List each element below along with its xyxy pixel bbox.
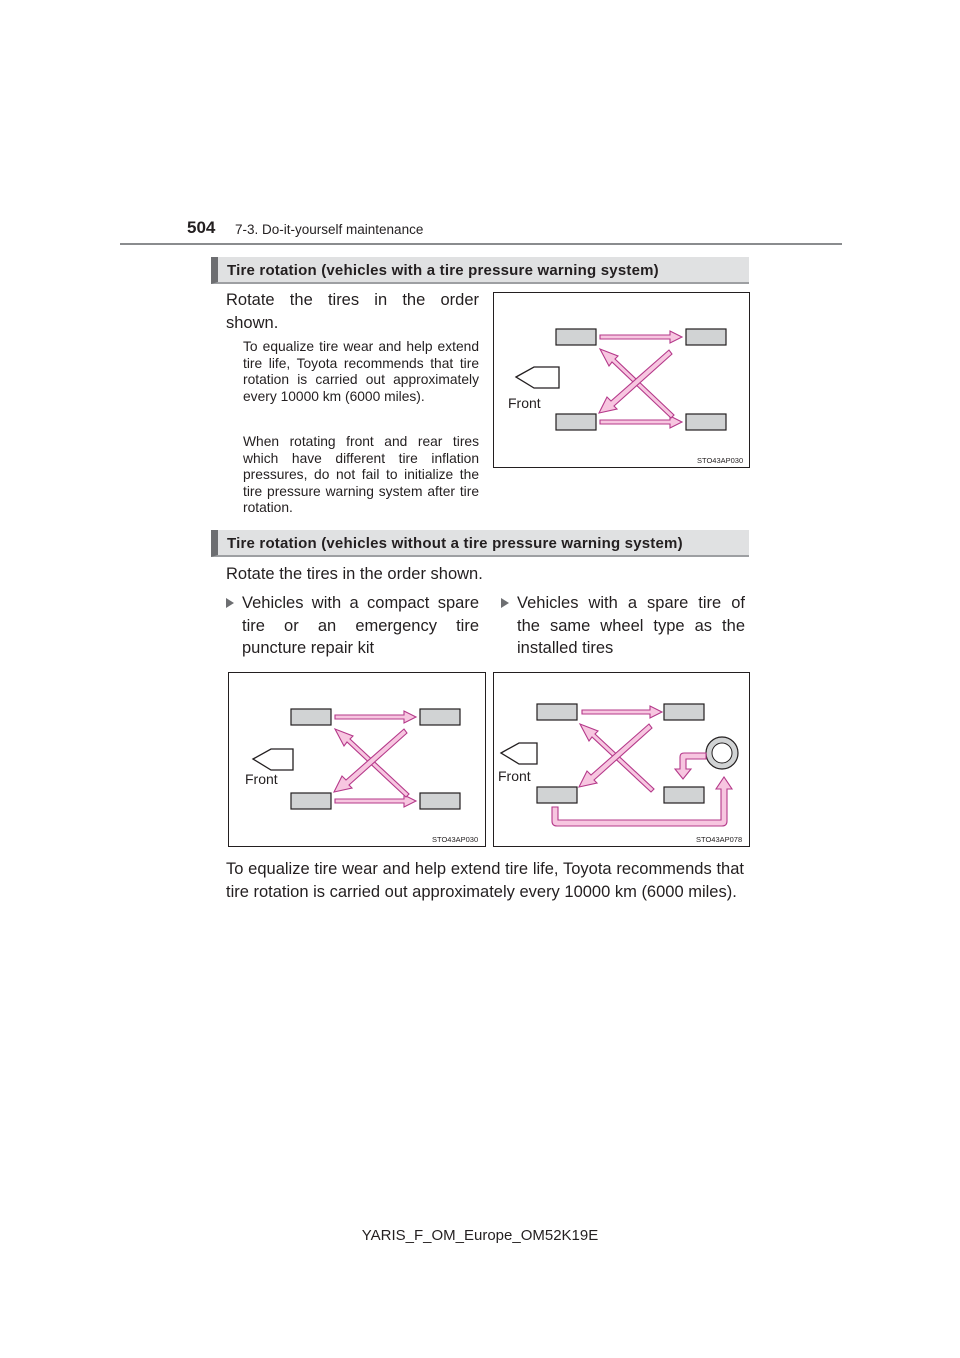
rotation-diagram-tpws-svg xyxy=(494,293,751,469)
arrow-bottom-straight xyxy=(600,416,682,428)
section-heading-without-tpws-text: Tire rotation (vehicles without a tire pressure warning system) xyxy=(227,535,683,552)
tire-front-left xyxy=(291,709,331,725)
document-footer: YARIS_F_OM_Europe_OM52K19E xyxy=(361,1227,599,1244)
spare-tire-hub xyxy=(712,743,732,763)
section1-note-initialize: When rotating front and rear tires which have different tire inflation pressures, do not fail to initialize the tire pressure warning system after tire rotation. xyxy=(243,434,479,516)
section1-lead: Rotate the tires in the order shown. xyxy=(226,291,479,332)
front-direction-arrow xyxy=(516,367,559,388)
rotation-diagram-full-spare-svg xyxy=(494,673,751,848)
page-number: 504 xyxy=(187,218,216,237)
front-direction-arrow xyxy=(253,749,293,770)
bullet-marker-icon xyxy=(501,598,509,608)
bullet-compact-spare xyxy=(226,592,479,660)
arrow-top-straight xyxy=(582,706,662,718)
rotation-diagram-compact-spare xyxy=(228,672,486,847)
arrow-to-spare xyxy=(675,753,706,779)
rotation-diagram-full-spare xyxy=(493,672,750,847)
section1-note-interval: To equalize tire wear and help extend tire life, Toyota recommends that tire rotation is carried out approximately every 10000 km (6000 miles). xyxy=(243,339,479,404)
tire-front-left xyxy=(537,704,577,720)
front-direction-arrow xyxy=(501,743,537,764)
arrow-top-straight xyxy=(600,331,682,343)
bullet-same-wheel-spare-text: Vehicles with a spare tire of the same wheel type as the installed tires xyxy=(517,594,745,657)
tire-front-right xyxy=(556,414,596,430)
tire-rear-right xyxy=(664,787,704,803)
arrow-bottom-straight xyxy=(335,795,416,807)
figure-code: STO43AP030 xyxy=(697,456,744,465)
section2-lead: Rotate the tires in the order shown. xyxy=(226,565,483,583)
tire-rear-right xyxy=(420,793,460,809)
tire-rear-left xyxy=(664,704,704,720)
section-heading-with-tpws-text: Tire rotation (vehicles with a tire pressure warning system) xyxy=(227,262,659,279)
arrow-top-straight xyxy=(335,711,416,723)
bullet-marker-icon xyxy=(226,598,234,608)
bullet-same-wheel-spare xyxy=(501,592,745,660)
tire-rear-left xyxy=(420,709,460,725)
figure-code: STO43AP078 xyxy=(696,835,743,844)
tire-front-left xyxy=(556,329,596,345)
figure-code: STO43AP030 xyxy=(432,835,479,844)
rotation-diagram-compact-spare-svg xyxy=(229,673,487,848)
section2-body: To equalize tire wear and help extend tire life, Toyota recommends that tire rotation is carried out approximately every 10000 km (6000 miles). xyxy=(226,860,744,901)
chapter-section-label: 7-3. Do-it-yourself maintenance xyxy=(235,222,424,237)
front-label: Front xyxy=(498,768,531,784)
tire-front-right xyxy=(291,793,331,809)
tire-front-right xyxy=(537,787,577,803)
rotation-diagram-tpws xyxy=(493,292,750,468)
bullet-compact-spare-text: Vehicles with a compact spare tire or an emergency tire puncture repair kit xyxy=(242,594,479,657)
front-label: Front xyxy=(245,771,278,787)
header-divider xyxy=(120,243,842,245)
tire-rear-left xyxy=(686,329,726,345)
section-heading-without-tpws xyxy=(211,530,749,557)
section-heading-with-tpws xyxy=(211,257,749,284)
front-label: Front xyxy=(508,395,541,411)
tire-rear-right xyxy=(686,414,726,430)
